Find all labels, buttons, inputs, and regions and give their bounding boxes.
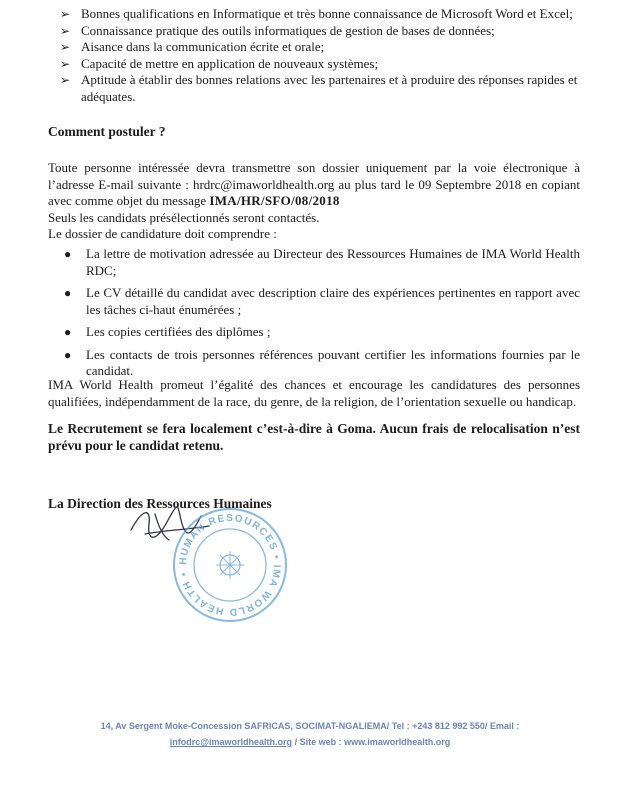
instructions-text: Toute personne intéressée devra transmettre son dossier uniquement par la voie électronique à l’adresse E-mail suivante : hrdrc@imaworldhealth.org au plus tard le 09 Septembre 2018 en copiant avec comme objet du message [48,160,580,208]
dot-bullet-icon: ● [64,325,72,339]
list-item: ➢ Bonnes qualifications en Informatique et très bonne connaissance de Microsoft Word et Excel; [60,6,573,21]
stamp-text: HUMAN RESOURCES • IMA WORLD HEALTH • [177,512,283,618]
arrow-bullet-icon: ➢ [60,73,71,87]
list-item: ● Les copies certifiées des diplômes ; [64,324,271,339]
footer-contact [0,737,620,747]
arrow-bullet-icon: ➢ [60,23,71,38]
dossier-intro: Le dossier de candidature doit comprendre : [48,226,277,241]
arrow-bullet-icon: ➢ [60,56,71,71]
arrow-bullet-icon: ➢ [60,40,71,54]
apply-heading: Comment postuler ? [48,124,166,139]
list-item: ➢ Connaissance pratique des outils informatiques de gestion de bases de données; [60,22,495,38]
footer-address: 14, Av Sergent Moke-Concession SAFRICAS, SOCIMAT-NGALIEMA/ Tel : +243 812 992 550/ Email : [100,721,520,731]
list-item: ● Les contacts de trois personnes références pouvant certifier les informations fournies par le candidat. [64,346,580,378]
dossier-list [64,246,580,386]
recruitment-note: Le Recrutement se fera localement c’est-à-dire à Goma. Aucun frais de relocalisation n’est prévu pour le candidat retenu. [48,421,580,453]
list-item: ➢ Aptitude à établir des bonnes relations avec les partenaires et à produire des réponses rapides et adéquates. [60,72,578,104]
list-item: ➢ Capacité de mettre en application de nouveaux systèmes; [60,55,379,71]
list-item: ● La lettre de motivation adressée au Directeur des Ressources Humaines de IMA World Health RDC; [64,246,580,278]
signatory-title: La Direction des Ressources Humaines [48,496,272,511]
list-item: ● Le CV détaillé du candidat avec description claire des expériences pertinentes en rapport avec les tâches ci-haut énumérées ; [64,285,580,317]
list-item: ➢ Aisance dans la communication écrite et orale; [60,39,325,54]
footer-site: / Site web : www.imaworldhealth.org [294,737,451,747]
application-instructions [48,160,580,210]
qualifications-list [60,6,580,105]
dot-bullet-icon: ● [64,347,72,362]
shortlist-note: Seuls les candidats présélectionnés seront contactés. [48,210,320,225]
stamp-image [170,505,290,625]
footer-email-link[interactable]: infodrc@imaworldhealth.org [169,737,293,747]
reference-code: IMA/HR/SFO/08/2018 [209,193,340,208]
equality-statement: IMA World Health promeut l’égalité des chances et encourage les candidatures des personnes qualifiées, indépendamment de la race, du genre, de la religion, de l’orientation sexuelle ou handicap. [48,377,580,409]
stamp-emblem-icon [216,551,244,579]
arrow-bullet-icon: ➢ [60,7,71,21]
dot-bullet-icon: ● [64,247,72,261]
dot-bullet-icon: ● [64,286,72,300]
